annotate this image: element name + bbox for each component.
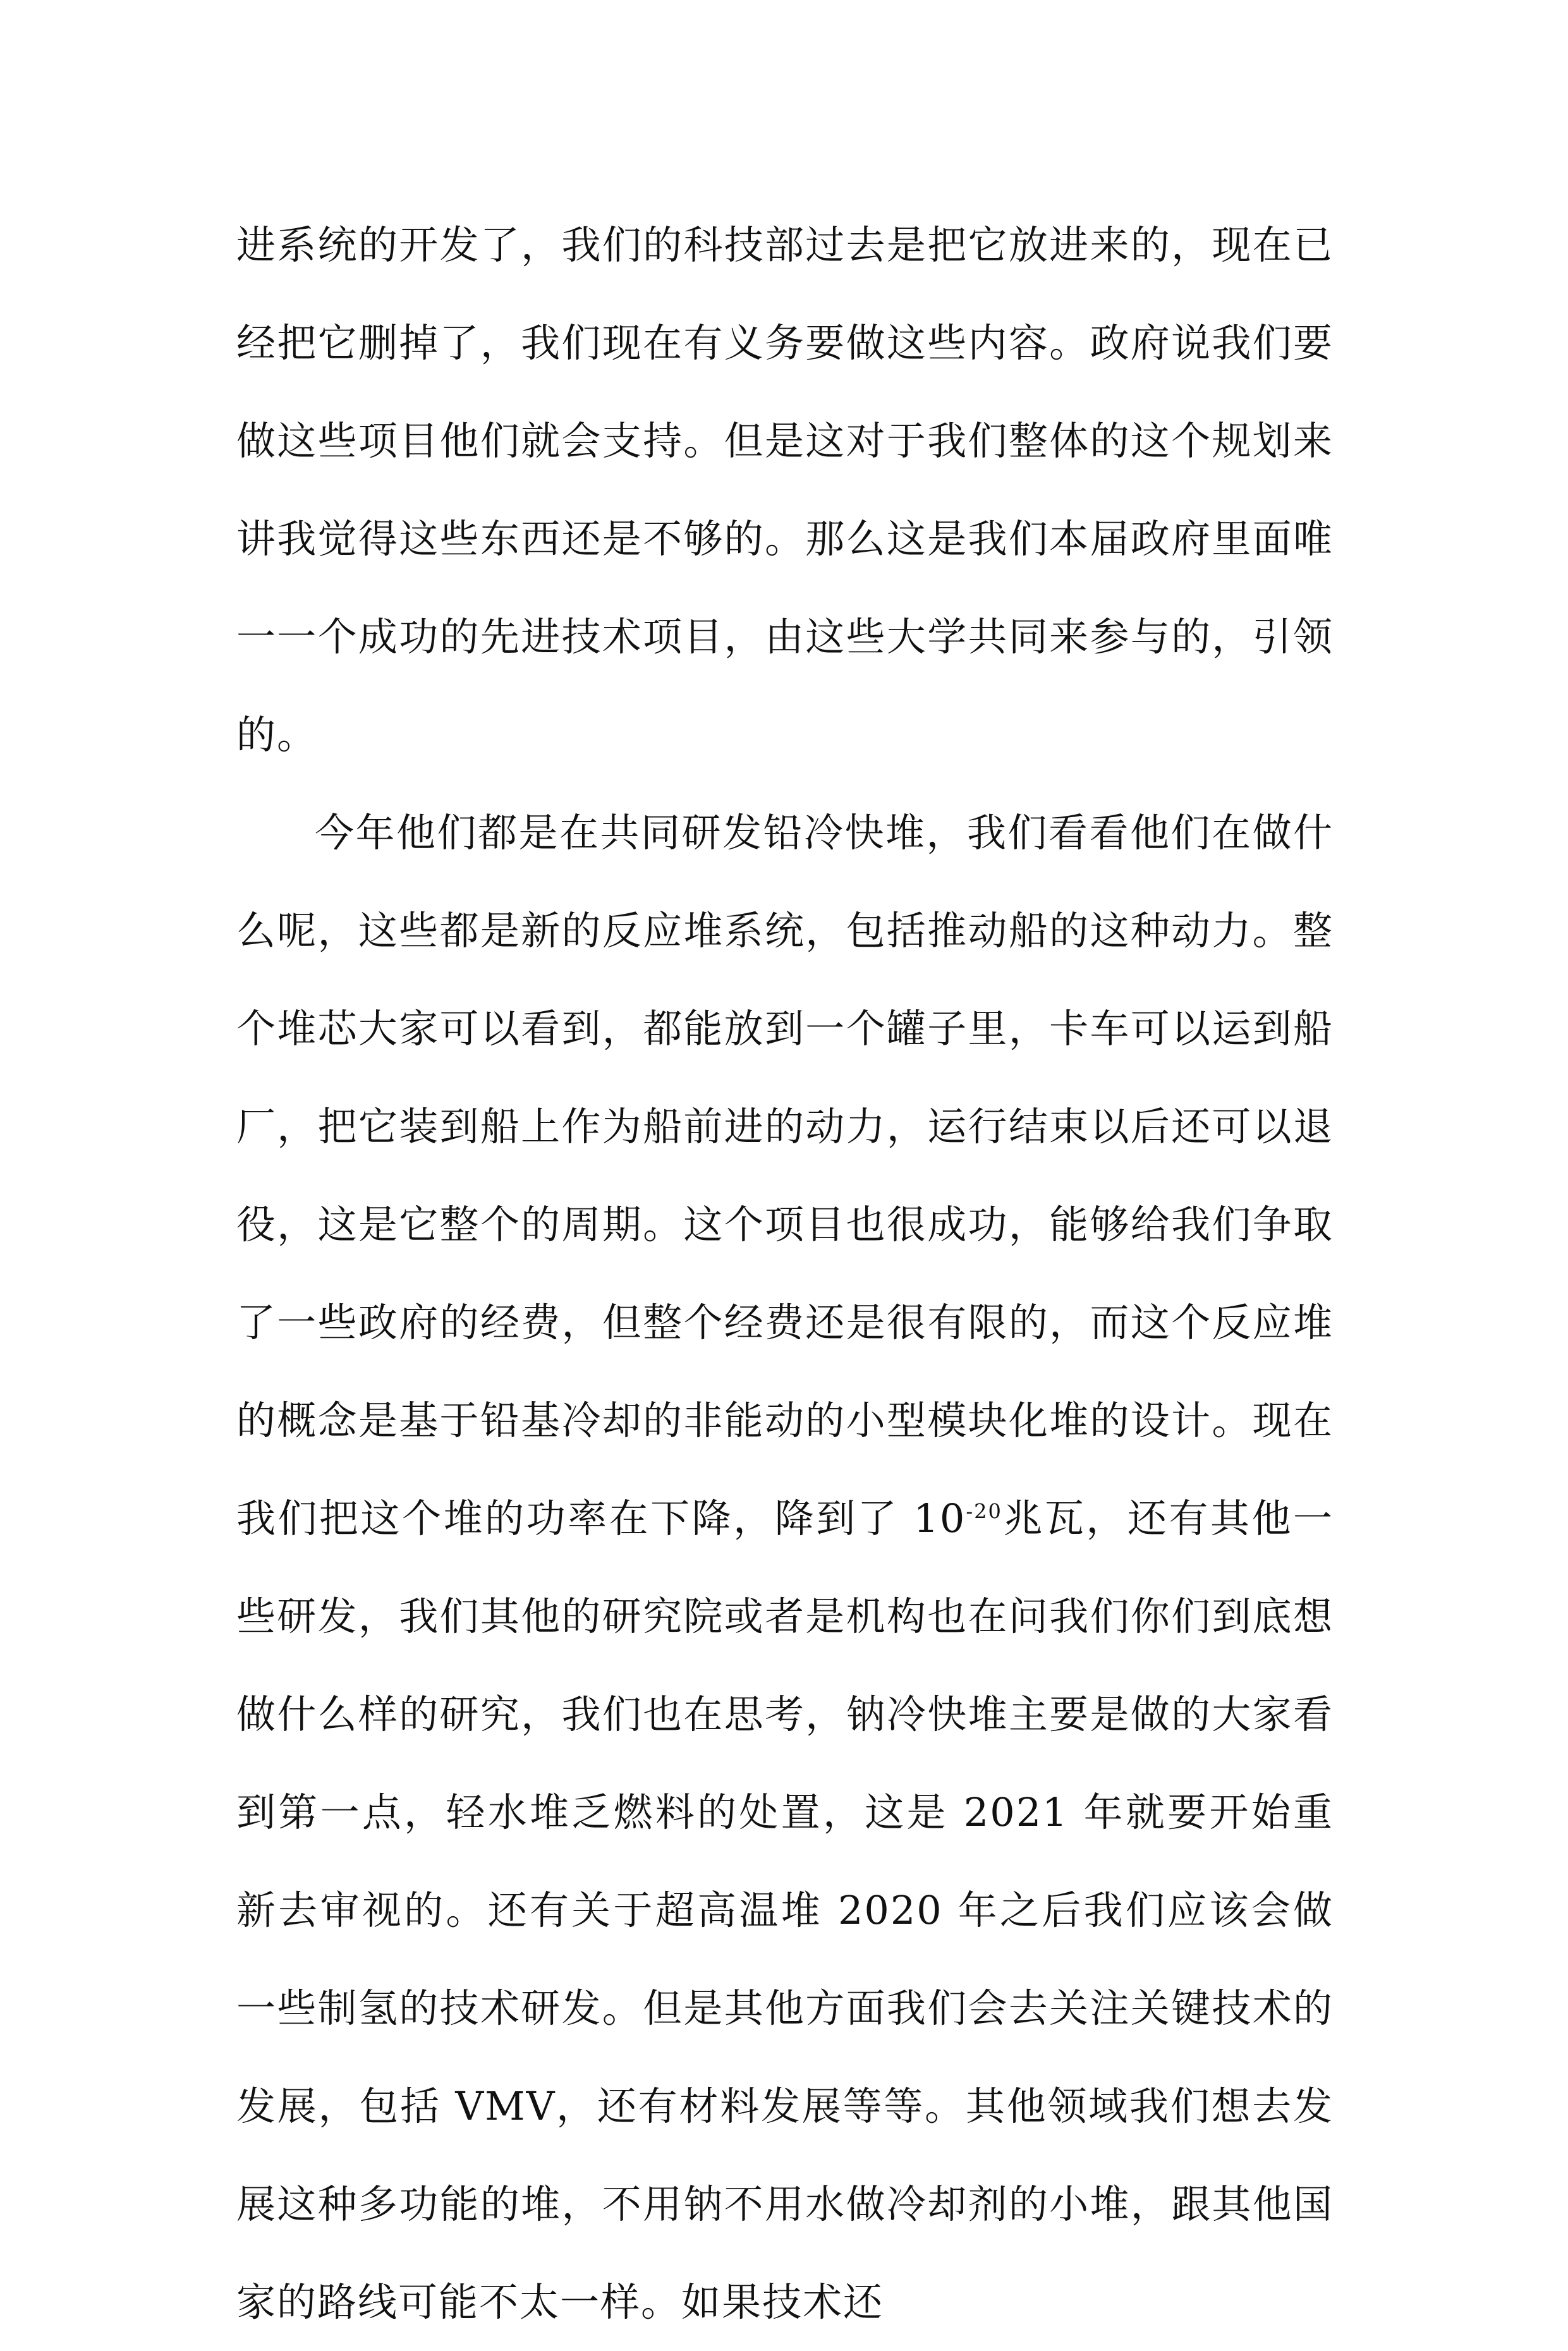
paragraph-2-part-1: 今年他们都是在共同研发铅冷快堆，我们看看他们在做什么呢，这些都是新的反应堆系统，包括推动船的这种动力。整个堆芯大家可以看到，都能放到一个罐子里，卡车可以运到船厂，把它装到船上作为船前进的动力，运行结束以后还可以退役，这是它整个的周期。这个项目也很成功，能够给我们争取了一些政府的经费，但整个经费还是很有限的，而这个反应堆的概念是基于铅基冷却的非能动的小型模块化堆的设计。现在我们把这个堆的功率在下降，降到了 10 bbox=[236, 810, 1334, 1541]
paragraph-2 bbox=[236, 784, 1334, 2351]
exponent-superscript: -20 bbox=[966, 1499, 1002, 1524]
paragraph-2-part-2: 兆瓦，还有其他一些研发，我们其他的研究院或者是机构也在问我们你们到底想做什么样的研究，我们也在思考，钠冷快堆主要是做的大家看到第一点，轻水堆乏燃料的处置，这是 2021 年就要开始重新去审视的。还有关于超高温堆 2020 年之后我们应该会做一些制氢的技术研发。但是其他方面我们会去关注关键技术的发展，包括 VMV，还有材料发展等等。其他领域我们想去发展这种多功能的堆，不用钠不用水做冷却剂的小堆，跟其他国家的路线可能不太一样。如果技术还 bbox=[236, 1495, 1334, 2325]
paragraph-1: 进系统的开发了，我们的科技部过去是把它放进来的，现在已经把它删掉了，我们现在有义务要做这些内容。政府说我们要做这些项目他们就会支持。但是这对于我们整体的这个规划来讲我觉得这些东西还是不够的。那么这是我们本届政府里面唯一一个成功的先进技术项目，由这些大学共同来参与的，引领的。 bbox=[236, 222, 1334, 758]
body-text bbox=[236, 196, 1334, 2351]
